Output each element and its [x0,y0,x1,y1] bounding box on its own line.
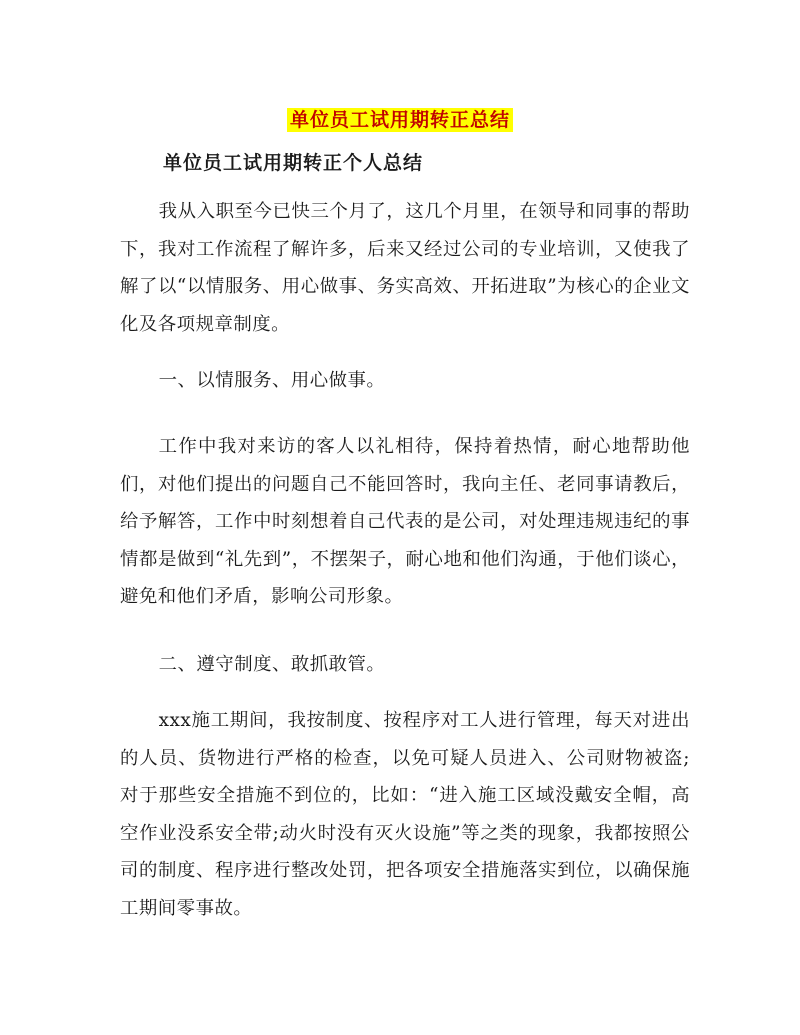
document-subtitle: 单位员工试用期转正个人总结 [163,152,424,174]
document-title: 单位员工试用期转正总结 [287,108,513,132]
paragraph-intro: 我从入职至今已快三个月了，这几个月里，在领导和同事的帮助下，我对工作流程了解许多，后来又经过公司的专业培训，又使我了解了以“以情服务、用心做事、务实高效、开拓进取”为核心的企业文化及各项规章制度。 [120,201,690,335]
section-heading-2: 二、遵守制度、敢抓敢管。 [158,654,386,675]
section-heading-1: 一、以情服务、用心做事。 [158,370,386,391]
paragraph-section-1: 工作中我对来访的客人以礼相待，保持着热情，耐心地帮助他们，对他们提出的问题自己不能回答时，我向主任、老同事请教后，给予解答，工作中时刻想着自己代表的是公司，对处理违规违纪的事情都是做到“礼先到”，不摆架子，耐心地和他们沟通，于他们谈心，避免和他们矛盾，影响公司形象。 [120,436,690,608]
document-title-wrapper [0,96,800,134]
paragraph-section-2: xxx施工期间，我按制度、按程序对工人进行管理，每天对进出的人员、货物进行严格的检查，以免可疑人员进入、公司财物被盗;对于那些安全措施不到位的，比如：“进入施工区域没戴安全帽，高空作业没系安全带;动火时没有灭火设施”等之类的现象，我都按照公司的制度、程序进行整改处罚，把各项安全措施落实到位，以确保施工期间零事故。 [120,710,690,919]
